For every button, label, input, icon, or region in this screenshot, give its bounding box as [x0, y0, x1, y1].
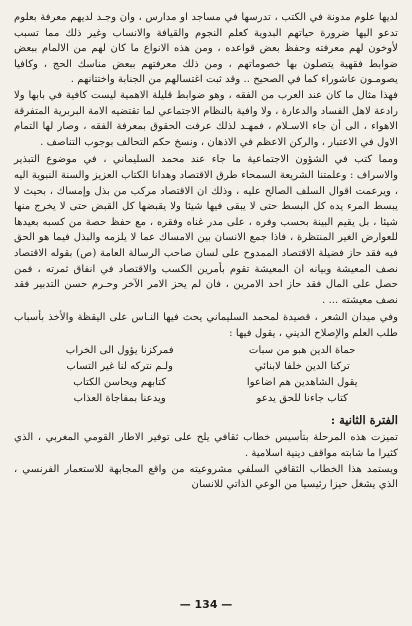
poem-verse [14, 375, 398, 391]
verse-second-hemistich: فمركزنا يؤول الى الخراب [65, 345, 174, 357]
verse-second-hemistich: ولـم نتركه لنا غير التساب [66, 361, 174, 373]
verse-first-hemistich: تركنا الدين خلفا لابنائي [254, 361, 350, 373]
paragraph-6: ويستمد هذا الخطاب الثقافي السلفي مشروعيته من واقع المجابهة للاستعمار الفرنسي ، الذي يشغل حيزا رئيسيا من الوعي الذاتي للانسان [14, 463, 398, 491]
paragraph-2: فهذا مثال ما كان عند العرب من الفقه ، وهو ضوابط قليلة الاهمية ليست كافية في بابها ولا رادعة لاهل الفساد والدعارة ، ولا وافية بالنظام الاجتماعي لما تقتضيه الامة البربرية المتفرقة الاهواء ، الى أن جاء الاسـلام ، فمهـد لذلك عرفت الحقوق بمعرفة الفقه ، وصار لها التمام الاول في الاعتبار ، والركن الاعظم في الاذهان ، ونسخ حكم التحالف بوجوب التناصف . [14, 89, 398, 148]
paragraph-3: ومما كتب في الشؤون الاجتماعية ما جاء عند محمد السليماني ، في موضوع التبذير والاسراف : وعلمتنا الشريعة السمحاء طرق الاقتصاد وهدانا الكتاب العزيز والسنة النبوية اليه ، ويرعمت اقوال السلف الصالح عليه ، وذلك ان الاقتصاد مركب من بذل وإمساك ، بحيث لا يبسط المرء يده كل البسط حتى لا يبقى فيها شيئا ولا يقبضها كل القبض حتى لا يخرج منها شيئا ، بل يقيم البينة بحسب وفره ، على مدر غناه وفقره ، مع حفظ حصة من كسبه بعيدها للعوارض الغير المنتظرة ، فاذا جمع الانسان بين الامساك عما لا يلزمه والبذل فيما هو الحق فيه فقد حاز فضيلة الاقتصاد الممدوح على لسان صاحب الرسالة العامة (ص) بقوله الاقتصاد نصف المعيشة وبيانه ان المعيشة تقوم بأمرين الكسب والاقتصاد في انفاق ثمرته ، فمن حصل على المال فقد حاز احد الامرين ، فان لم يحز الامر الآخر وحـرم حسن التدبير فقد نصف معيشته ... . [14, 154, 398, 306]
paragraph-4: وفي ميدان الشعر ، قصيدة لمحمد السليماني يحث فيها النـاس على اليقظة والأخذ بأسباب طلب العلم والإصلاح الديني ، يقول فيها : [14, 312, 398, 339]
poem-verse [14, 343, 398, 359]
poem [14, 343, 398, 407]
poem-verse [14, 391, 398, 407]
verse-second-hemistich: كتابهم ويحاسن الكتاب [73, 377, 167, 389]
verse-first-hemistich: يقول الشاهدين هم اضاعوا [246, 377, 358, 389]
verse-first-hemistich: كتاب جاءنا للحق يدعو [256, 393, 349, 405]
section-heading: الفترة الثانية : [330, 413, 398, 428]
paragraph-1: لديها علوم مدونة في الكتب ، تدرسها في مساجد او مدارس ، وان وجـد لديهم معرفة بعلوم تدعو اليها ضرورة حياتهم البدوية كعلم النجوم والقيافة والانساب وغير ذلك مما تسبب لأوخون لهم معرفته وحفظ بعض قواعده ، ومن هذه الانواع ما كان لهم من الالمام ببعض ضوابط فقهية يتصلون بها خصوماتهم ، ومن ذلك معرفتهم ببعض مناسك الحج ، وكافيا يصومـون عاشوراء كما في الصحيح .. وقد ثبت اغتسالهم من الجنابة واختتانهم . [14, 12, 398, 86]
verse-first-hemistich: حماة الدين هبو من سبات [248, 345, 356, 357]
paragraph-5: تميزت هذه المرحلة بتأسيس خطاب ثقافي يلح على توفير الاطار القومي المغربي ، الذي كثيرا ما شابته مواقف دينية اسلامية . [14, 432, 398, 460]
verse-second-hemistich: ويدعنا بمفاجاة العذاب [73, 393, 166, 405]
page-number: — 134 — [179, 598, 233, 611]
poem-verse [14, 359, 398, 375]
